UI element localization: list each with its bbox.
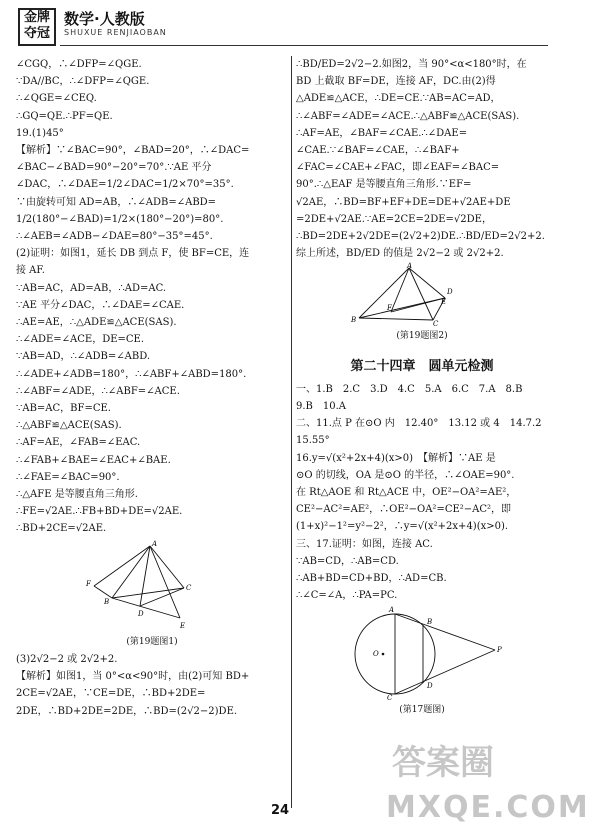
text-line: ∵由旋转可知 AD=AB，∴∠ADB=∠ABD= bbox=[16, 196, 217, 208]
header-rule bbox=[60, 45, 548, 46]
text-line: 1/2(180°−∠BAD)=1/2×(180°−20°)=80°. bbox=[16, 213, 224, 225]
text-line: ∴FE=√2AE.∴FB+BD+DE=√2AE. bbox=[16, 506, 183, 518]
figure-17-caption: (第17题图) bbox=[399, 705, 445, 716]
text-line: ∠BAC−∠BAD=90°−20°=70°.∵AE 平分 bbox=[16, 162, 212, 174]
text-line: ∴△ABF≌△ACE(SAS). bbox=[16, 420, 122, 432]
svg-text:C: C bbox=[433, 320, 439, 329]
text-line: ∴∠ADE=∠ACE，DE=CE. bbox=[16, 334, 145, 346]
text-line: ∵AB=AC，BF=CE. bbox=[16, 403, 111, 415]
text-line: ∴∠C=∠A，∴PA=PC. bbox=[296, 590, 398, 602]
svg-text:E: E bbox=[441, 298, 447, 307]
brand-logo bbox=[18, 8, 56, 46]
text-line: ∴AF=AE，∠FAB=∠EAC. bbox=[16, 437, 141, 449]
svg-text:O: O bbox=[373, 650, 379, 659]
svg-text:B: B bbox=[351, 316, 357, 325]
svg-text:C: C bbox=[387, 694, 393, 703]
svg-text:A: A bbox=[152, 539, 158, 548]
chapter-heading: 第二十四章 圆单元检测 bbox=[350, 358, 494, 374]
text-line: ∴AB+BD=CD+BD，∴AD=CB. bbox=[296, 573, 447, 585]
book-subtitle: SHUXUE RENJIAOBAN bbox=[64, 28, 167, 37]
text-line: ⊙O 的切线，OA 是⊙O 的半径，∴∠OAE=90°. bbox=[296, 469, 515, 481]
figure-19-2 bbox=[347, 262, 497, 329]
text-line: ∴GQ=QE.∴PF=QE. bbox=[16, 110, 113, 122]
text-line: 综上所述，BD/ED 的值是 2√2−2 或 2√2+2. bbox=[296, 248, 504, 260]
text-line: CE²−AC²=AE²，∴OE²−OA²=CE²−AC²，即 bbox=[296, 504, 512, 516]
text-line: 9.B 10.A bbox=[296, 401, 347, 413]
text-line: 三、17.证明：如图，连接 AC. bbox=[296, 538, 433, 550]
book-title: 数学·人教版 bbox=[64, 10, 145, 28]
svg-text:D: D bbox=[138, 609, 144, 618]
text-line: ∵DA//BC，∴∠DFP=∠QGE. bbox=[16, 76, 150, 88]
logo-bottom-text: 夺冠 bbox=[23, 26, 50, 41]
text-line: ∴AF=AE，∠BAF=∠CAE.∴∠DAE= bbox=[296, 127, 468, 139]
text-line: ∴∠FAB+∠BAE=∠EAC+∠BAE. bbox=[16, 454, 171, 466]
svg-text:F: F bbox=[86, 579, 91, 588]
watermark-url: MXQE.COM bbox=[386, 790, 590, 825]
text-line: 15.55° bbox=[296, 435, 330, 447]
text-line: ∴∠QGE=∠CEQ. bbox=[16, 93, 97, 105]
text-line: 2DE，∴BD+2DE=2DE，∴BD=(2√2−2)DE. bbox=[16, 705, 238, 717]
text-line: ∴BD+2CE=√2AE. bbox=[16, 523, 107, 535]
text-line: 16.y=√(x²+2x+4)(x>0) 【解析】∵AE 是 bbox=[296, 452, 496, 464]
svg-text:B: B bbox=[104, 597, 110, 606]
text-line: ∠CGQ，∴∠DFP=∠QGE. bbox=[16, 59, 142, 70]
text-line: 在 Rt△AOE 和 Rt△ACE 中，OE²−OA²=AE²， bbox=[296, 487, 517, 499]
text-line: ∴∠FAE=∠BAC=90°. bbox=[16, 471, 120, 483]
watermark-logo: 答案圈 bbox=[392, 743, 494, 783]
column-divider bbox=[291, 56, 292, 808]
text-line: ∴AE=AE，∴△ADE≌△ACE(SAS). bbox=[16, 317, 177, 329]
text-line: ∠CAE.∵∠BAF=∠CAE，∴∠BAF+ bbox=[296, 145, 460, 157]
svg-text:A: A bbox=[389, 606, 395, 615]
text-line: ∴∠AEB=∠ADB−∠DAE=80°−35°=45°. bbox=[16, 231, 213, 243]
text-line: ∴∠ADE+∠ADB=180°，∴∠ABF+∠ABD=180°. bbox=[16, 368, 247, 380]
figure-17 bbox=[337, 606, 507, 703]
svg-text:C: C bbox=[186, 583, 192, 592]
text-line: ∴∠ABF=∠ADE，∴∠ABF=∠ACE. bbox=[16, 385, 180, 397]
text-line: 2CE=√2AE，∵CE=DE，∴BD+2DE= bbox=[16, 688, 206, 700]
text-line: 【解析】∵∠BAC=90°，∠BAD=20°，∴∠DAC= bbox=[16, 145, 250, 157]
page-header bbox=[0, 0, 560, 44]
text-line: ∴BD/ED=2√2−2.如图2，当 90°<α<180°时，在 bbox=[296, 59, 527, 70]
text-line: ∵AB=AD，∴∠ADB=∠ABD. bbox=[16, 351, 151, 363]
text-line: ∴BD=2DE+2√2DE=(2√2+2)DE.∴BD/ED=2√2+2. bbox=[296, 231, 545, 243]
text-line: √2AE，∴BD=BF+EF+DE=DE+√2AE+DE bbox=[296, 196, 511, 208]
right-column bbox=[296, 56, 548, 720]
text-line: 【解析】如图1，当 0°<α<90°时，由(2)可知 BD+ bbox=[16, 671, 250, 683]
svg-text:F: F bbox=[387, 304, 392, 313]
logo-top-text: 金牌 bbox=[23, 10, 50, 25]
text-line: (2)证明：如图1，延长 DB 到点 F，使 BF=CE，连 bbox=[16, 248, 250, 260]
text-line: 一、1.B 2.C 3.D 4.C 5.A 6.C 7.A 8.B bbox=[296, 383, 523, 395]
text-line: ∵AB=CD，∴AB=CD. bbox=[296, 555, 399, 567]
figure-19-1-caption: (第19题图1) bbox=[126, 636, 178, 647]
svg-text:E: E bbox=[180, 621, 186, 630]
text-line: =2DE+√2AE.∵AE=2CE=2DE=√2DE， bbox=[296, 213, 492, 225]
text-line: BD 上截取 BF=DE，连接 AF，DC.由(2)得 bbox=[296, 76, 496, 88]
text-line: 90°.∴△EAF 是等腰直角三角形.∵EF= bbox=[296, 179, 472, 191]
svg-text:D: D bbox=[427, 682, 433, 691]
svg-text:B: B bbox=[427, 618, 433, 627]
figure-19-2-caption: (第19题图2) bbox=[396, 331, 448, 342]
text-line: 19.(1)45° bbox=[16, 127, 64, 139]
svg-text:D: D bbox=[447, 288, 453, 297]
text-line: ∵AB=AC，AD=AB，∴AD=AC. bbox=[16, 282, 167, 294]
text-line: ∠FAC=∠CAE+∠FAC，即∠EAF=∠BAC= bbox=[296, 162, 500, 174]
svg-text:A: A bbox=[407, 262, 413, 271]
text-line: △ADE≌△ACE，∴DE=CE.∵AB=AC=AD， bbox=[296, 93, 501, 105]
svg-text:P: P bbox=[497, 646, 502, 655]
text-line: (3)2√2−2 或 2√2+2. bbox=[16, 653, 118, 665]
text-line: 接 AF. bbox=[16, 265, 45, 277]
text-line: ∵AE 平分∠DAC，∴∠DAE=∠CAE. bbox=[16, 299, 185, 311]
figure-19-1 bbox=[72, 540, 232, 632]
text-line: ∴△AFE 是等腰直角三角形. bbox=[16, 489, 138, 501]
text-line: (1+x)²−1²=y²−2²，∴y=√(x²+2x+4)(x>0). bbox=[296, 521, 509, 533]
text-line: ∴∠ABF=∠ADE=∠ACE.∴△ABF≌△ACE(SAS). bbox=[296, 110, 520, 122]
text-line: ∠DAC，∴∠DAE=1/2∠DAC=1/2×70°=35°. bbox=[16, 179, 234, 191]
text-line: 二、11.点 P 在⊙O 内 12.40° 13.12 或 4 14.7.2 bbox=[296, 418, 542, 430]
left-column bbox=[16, 56, 288, 720]
page-number: 24 bbox=[270, 803, 290, 818]
